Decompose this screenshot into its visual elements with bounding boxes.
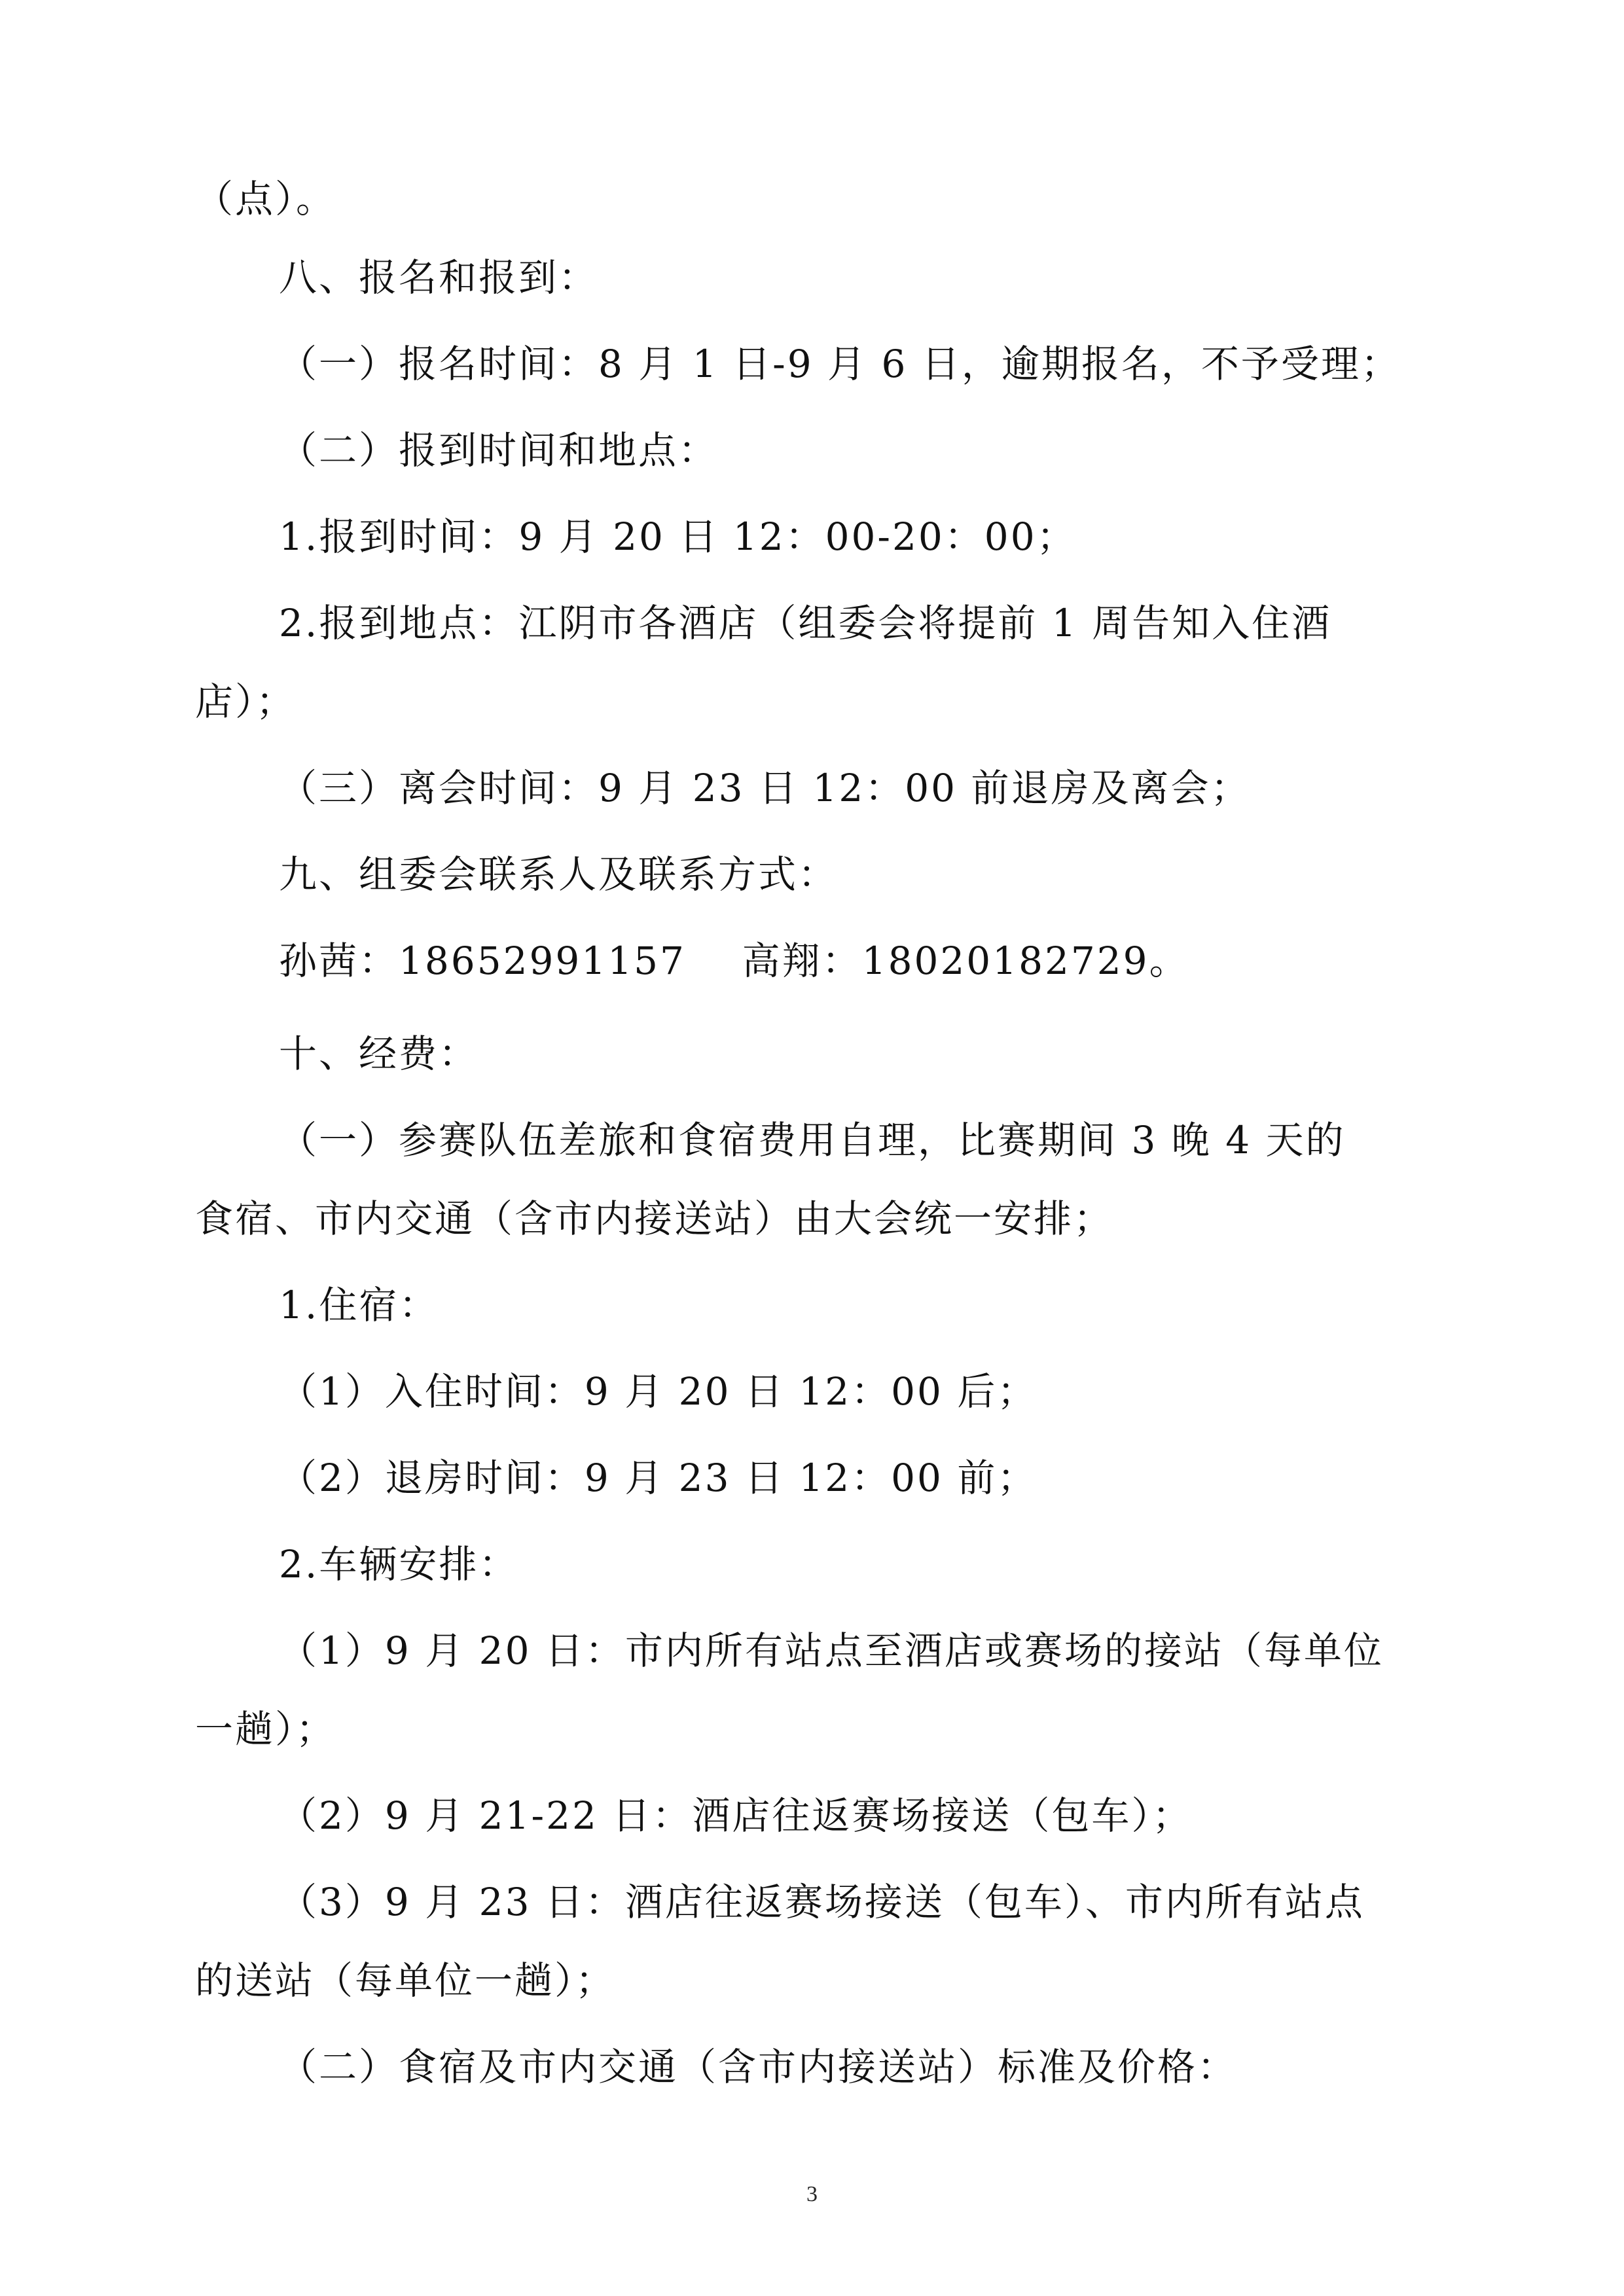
paragraph-line: 的送站（每单位一趟）； (195, 1958, 616, 2003)
paragraph-line: 2.车辆安排： (279, 1542, 519, 1587)
paragraph-line: （一）参赛队伍差旅和食宿费用自理，比赛期间 3 晚 4 天的 (279, 1118, 1346, 1162)
paragraph-line: （点）。 (195, 177, 336, 221)
paragraph-line: （二）报到时间和地点： (279, 428, 719, 473)
paragraph-line: 一趟）； (195, 1707, 336, 1751)
paragraph-line: （1）9 月 20 日：市内所有站点至酒店或赛场的接站（每单位 (279, 1628, 1384, 1673)
section-heading-registration: 八、报名和报到： (279, 255, 599, 300)
page-number: 3 (806, 2182, 818, 2206)
section-heading-contacts: 九、组委会联系人及联系方式： (279, 852, 839, 897)
paragraph-line: 1.住宿： (279, 1283, 439, 1327)
paragraph-line: 食宿、市内交通（含市内接送站）由大会统一安排； (195, 1196, 1114, 1241)
paragraph-line: （2）9 月 21-22 日：酒店往返赛场接送（包车）； (279, 1793, 1193, 1838)
paragraph-line: （三）离会时间：9 月 23 日 12：00 前退房及离会； (279, 766, 1251, 810)
section-heading-expenses: 十、经费： (279, 1031, 479, 1076)
paragraph-line: （3）9 月 23 日：酒店往返赛场接送（包车）、市内所有站点 (279, 1880, 1365, 1924)
document-body (195, 156, 1432, 2110)
paragraph-line: 1.报到时间：9 月 20 日 12：00-20：00； (279, 514, 1077, 559)
paragraph-line: （1）入住时间：9 月 20 日 12：00 后； (279, 1369, 1038, 1414)
paragraph-line: 店）； (195, 679, 297, 724)
contact-line: 孙茜：18652991157 高翔：18020182729。 (279, 939, 1189, 983)
paragraph-line: （一）报名时间：8 月 1 日-9 月 6 日，逾期报名，不予受理； (279, 342, 1401, 386)
paragraph-line: （二）食宿及市内交通（含市内接送站）标准及价格： (279, 2045, 1238, 2089)
paragraph-line: 2.报到地点：江阴市各酒店（组委会将提前 1 周告知入住酒 (279, 601, 1332, 645)
paragraph-line: （2）退房时间：9 月 23 日 12：00 前； (279, 1456, 1038, 1500)
